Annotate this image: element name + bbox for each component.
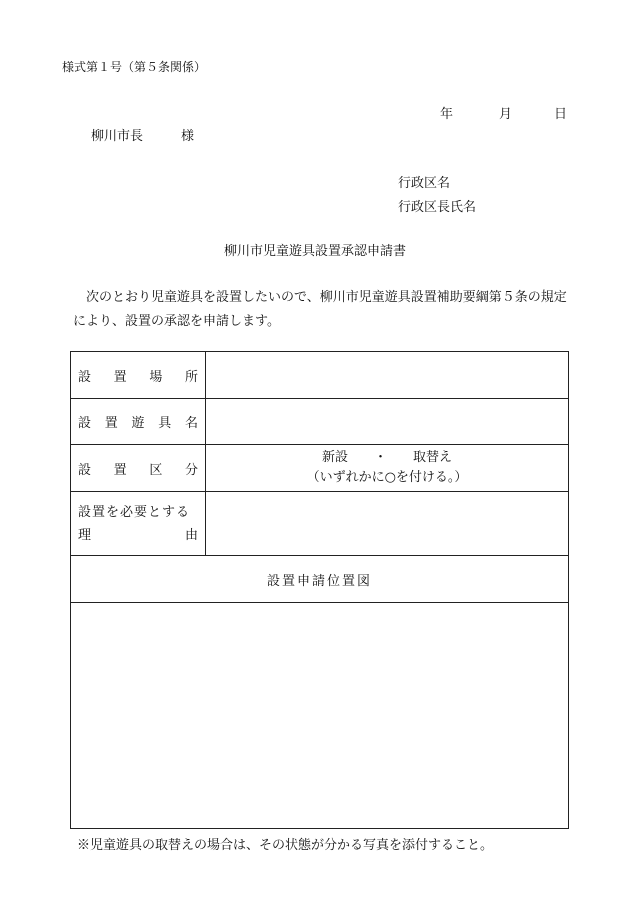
addressee-honorific: 様 xyxy=(181,129,195,144)
form-number: 様式第１号（第５条関係） xyxy=(62,60,207,74)
equipment-row xyxy=(71,399,569,445)
body-text: 次のとおり児童遊具を設置したいので、柳川市児童遊具設置補助要綱第５条の規定により、設置の承認を申請します。 xyxy=(73,290,567,329)
location-label: 設 置 場 所 xyxy=(71,352,206,399)
category-row xyxy=(71,445,569,492)
body-paragraph xyxy=(73,286,569,334)
date-day-label: 日 xyxy=(554,107,568,122)
map-header-row xyxy=(71,556,569,603)
location-map-area[interactable] xyxy=(71,603,569,829)
addressee-name: 柳川市長 xyxy=(91,129,144,144)
option-separator: ・ xyxy=(373,450,387,465)
reason-label-line2: 理 由 xyxy=(78,527,198,543)
reason-label xyxy=(71,492,206,556)
equipment-name-input-cell[interactable] xyxy=(206,399,569,445)
option-new[interactable]: 新設 xyxy=(321,450,348,465)
map-area-row xyxy=(71,603,569,829)
reason-input-cell[interactable] xyxy=(206,492,569,556)
equipment-name-label: 設 置 遊 具 名 xyxy=(71,399,206,445)
footnote: ※児童遊具の取替えの場合は、その状態が分かる写真を添付すること。 xyxy=(77,838,494,853)
date-year-label: 年 xyxy=(440,107,454,122)
date-month-label: 月 xyxy=(499,107,513,122)
document-title: 柳川市児童遊具設置承認申請書 xyxy=(223,244,406,259)
location-input-cell[interactable] xyxy=(206,352,569,399)
location-map-header: 設置申請位置図 xyxy=(71,556,569,603)
reason-label-line1: 設置を必要とする xyxy=(78,504,191,520)
category-label: 設 置 区 分 xyxy=(71,445,206,492)
reason-row xyxy=(71,492,569,556)
applicant-head-label: 行政区長氏名 xyxy=(398,200,477,215)
option-replace[interactable]: 取替え xyxy=(413,450,453,465)
category-instruction: （いずれかに○を付ける。） xyxy=(306,470,468,485)
category-options-cell xyxy=(206,445,569,492)
application-form-table xyxy=(70,351,569,829)
location-row xyxy=(71,352,569,399)
addressee xyxy=(91,125,194,144)
applicant-district-label: 行政区名 xyxy=(398,176,451,191)
